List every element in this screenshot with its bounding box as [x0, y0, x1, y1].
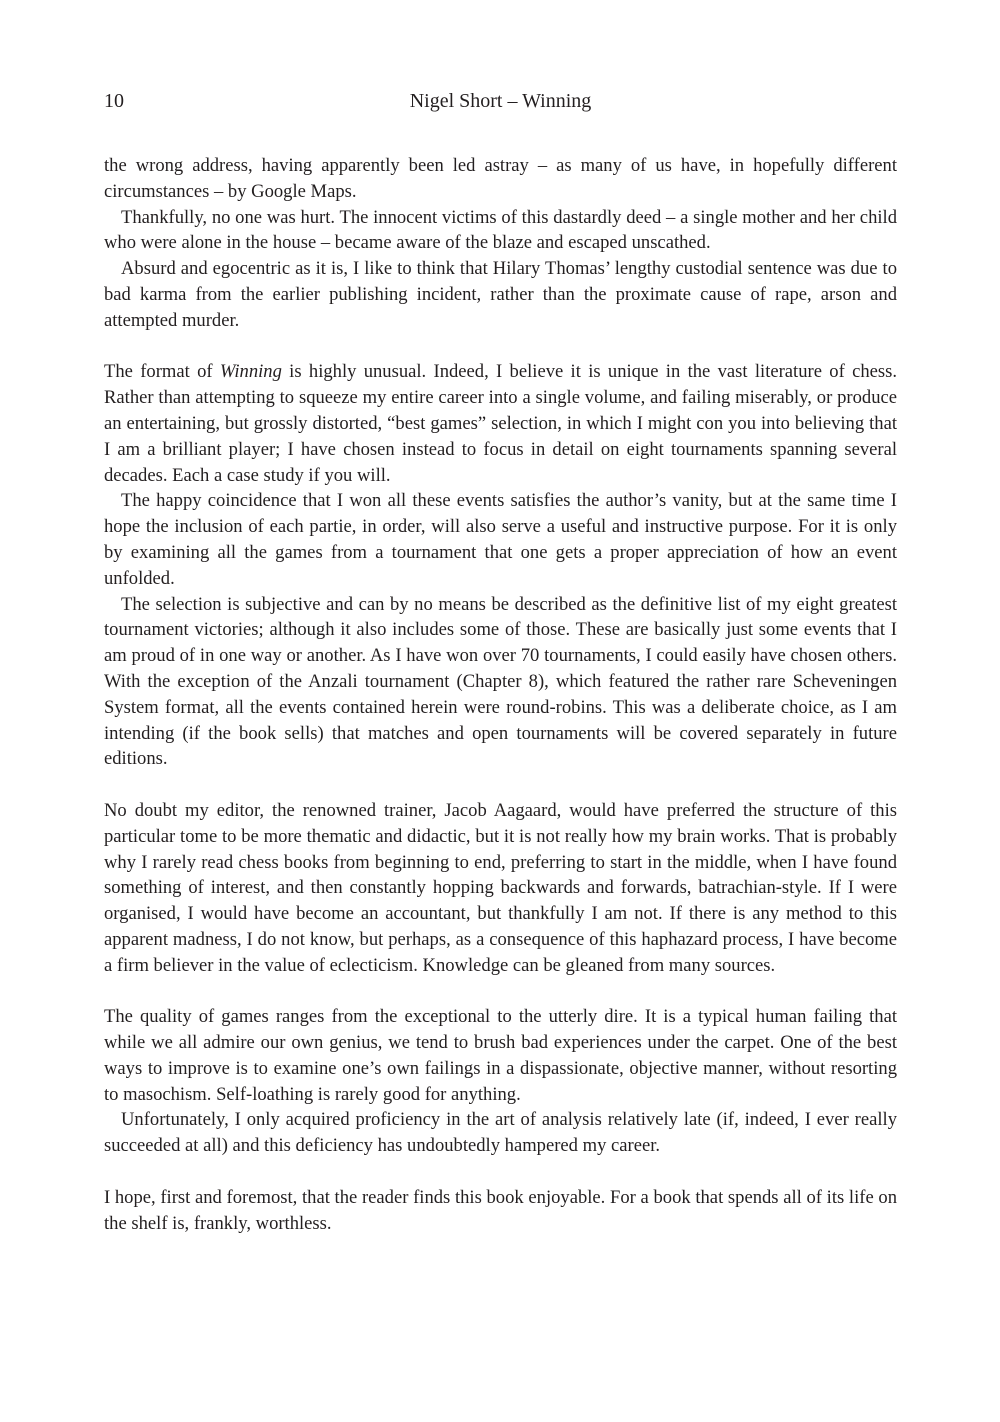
paragraph: Absurd and egocentric as it is, I like to think that Hilary Thomas’ lengthy custodial sentence was due to bad karma from the earlier publishing incident, rather than the proximate cause of rape, arson and attempted murder.: [104, 258, 897, 331]
running-head: Nigel Short – Winning: [409, 90, 592, 112]
page-header: [104, 87, 897, 115]
paragraph: No doubt my editor, the renowned trainer, Jacob Aagaard, would have preferred the structure of this particular tome to be more thematic and didactic, but it is not really how my brain works. That is probably why I rarely read chess books from beginning to end, preferring to start in the middle, when I have found something of interest, and then constantly hopping backwards and forwards, batrachian-style. If I were organised, I would have become an accountant, but thankfully I am not. If there is any method to this apparent madness, I do not know, but perhaps, as a consequence of this haphazard process, I have become a firm believer in the value of eclecticism. Knowledge can be gleaned from many sources.: [104, 799, 897, 976]
paragraph: I hope, first and foremost, that the reader finds this book enjoyable. For a book that spends all of its life on the shelf is, frankly, worthless.: [104, 1186, 897, 1234]
paragraph: The quality of games ranges from the exceptional to the utterly dire. It is a typical human failing that while we all admire our own genius, we tend to brush bad experiences under the carpet. One of the best ways to improve is to examine one’s own failings in a dispassionate, objective manner, without resorting to masochism. Self-loathing is rarely good for anything.: [104, 1006, 897, 1105]
paragraph-text: is highly unusual. Indeed, I believe it is unique in the vast literature of chess. Rather than attempting to squeeze my entire career into a single volume, and failing miserably, or produce an entertaining, but grossly distorted, “best games” selection, in which I might con you into believing that I am a brilliant player; I have chosen instead to focus in detail on eight tournaments spanning several decades. Each a case study if you will.: [104, 361, 897, 486]
body-text: [104, 153, 897, 1236]
paragraph: Unfortunately, I only acquired proficiency in the art of analysis relatively late (if, indeed, I ever really succeeded at all) and this deficiency has undoubtedly hampered my career.: [104, 1109, 897, 1157]
paragraph: Thankfully, no one was hurt. The innocent victims of this dastardly deed – a single mother and her child who were alone in the house – became aware of the blaze and escaped unscathed.: [104, 206, 897, 254]
book-title-italic: Winning: [219, 361, 282, 383]
paragraph-text: The format of: [104, 361, 220, 383]
paragraph: the wrong address, having apparently been led astray – as many of us have, in hopefully different circumstances – by Google Maps.: [104, 155, 897, 202]
paragraph: [104, 359, 897, 488]
page-number: 10: [104, 90, 124, 112]
paragraph: The happy coincidence that I won all these events satisfies the author’s vanity, but at the same time I hope the inclusion of each partie, in order, will also serve a useful and instructive purpose. For it is only by examining all the games from a tournament that one gets a proper appreciation of how an event unfolded.: [104, 490, 897, 589]
paragraph: The selection is subjective and can by no means be described as the definitive list of my eight greatest tournament victories; although it also includes some of those. These are basically just some events that I am proud of in one way or another. As I have won over 70 tournaments, I could easily have chosen others. With the exception of the Anzali tournament (Chapter 8), which featured the rather rare Scheveningen System format, all the events contained herein were round-robins. This was a deliberate choice, as I am intending (if the book sells) that matches and open tournaments will be covered separately in future editions.: [104, 593, 897, 770]
